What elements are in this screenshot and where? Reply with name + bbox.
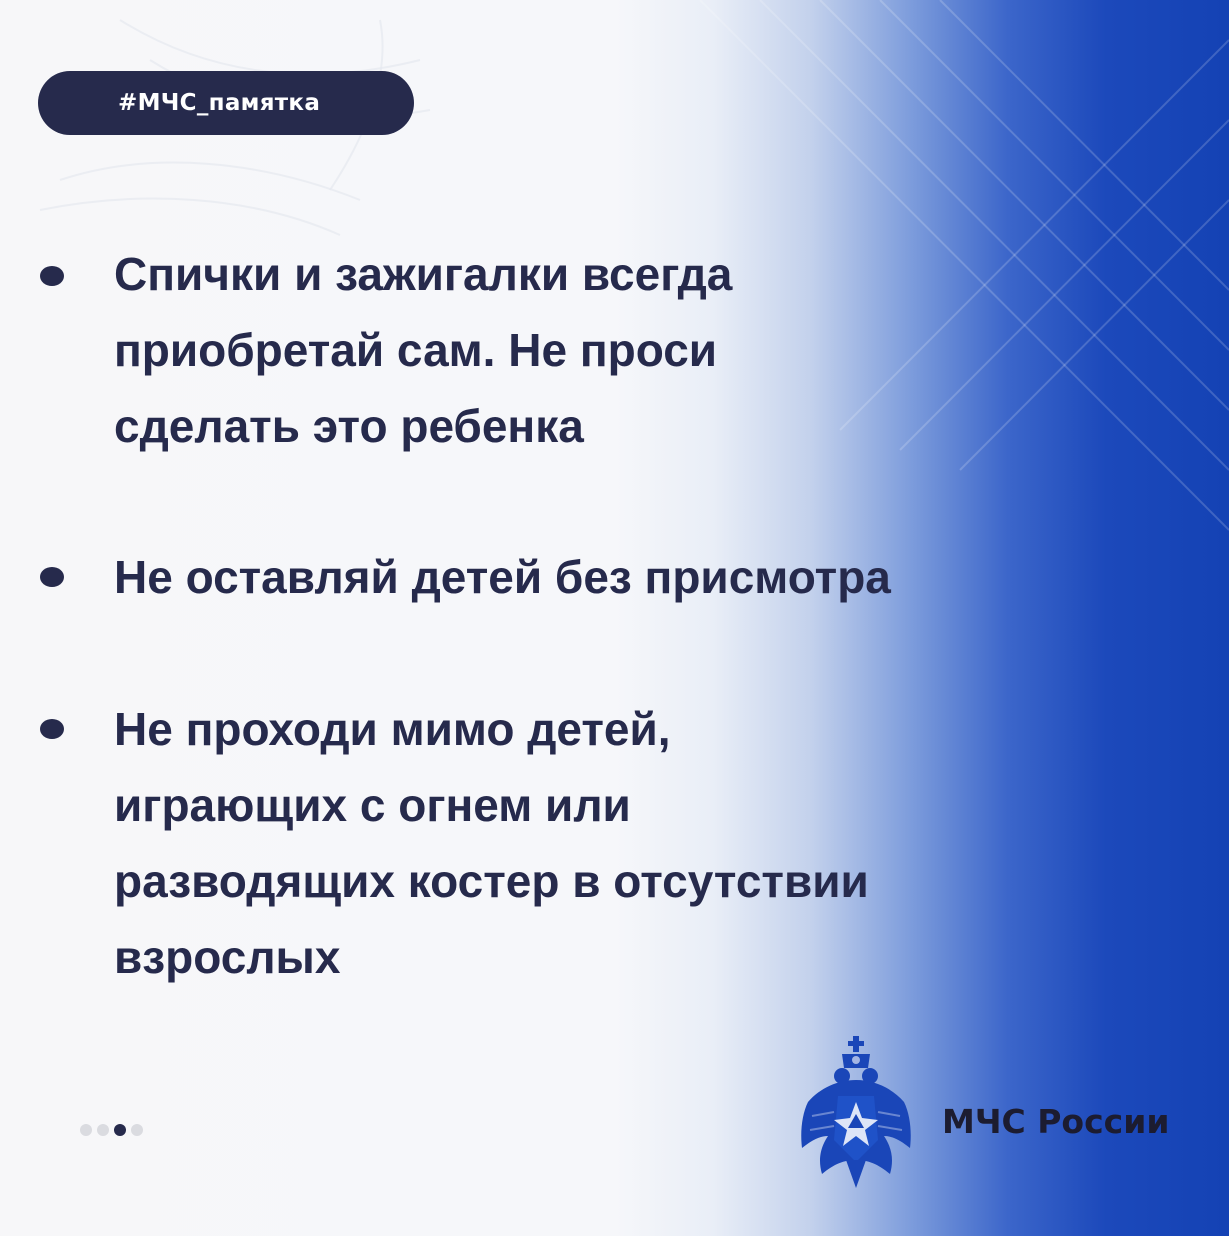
tip-text: Спички и зажигалки всегда приобретай сам. Не проси сделать это ребенка (114, 248, 733, 452)
bullet-dot-icon (40, 719, 64, 739)
tip-text: Не оставляй детей без присмотра (114, 551, 891, 603)
tip-text: Не проходи мимо детей, играющих с огнем или разводящих костер в отсутствии взрослых (114, 703, 869, 983)
hashtag-badge (38, 71, 414, 135)
pager-dot (80, 1124, 92, 1136)
hashtag-text: #МЧС_памятка (118, 90, 321, 116)
bullet-dot-icon (40, 266, 64, 286)
bullet-dot-icon (40, 567, 64, 587)
pager-dot (131, 1124, 143, 1136)
mchs-eagle-emblem-icon (798, 1036, 914, 1188)
pager-dot (97, 1124, 109, 1136)
brand-name: МЧС России (942, 1102, 1170, 1141)
pager-dot (114, 1124, 126, 1136)
carousel-pager (80, 1124, 143, 1136)
